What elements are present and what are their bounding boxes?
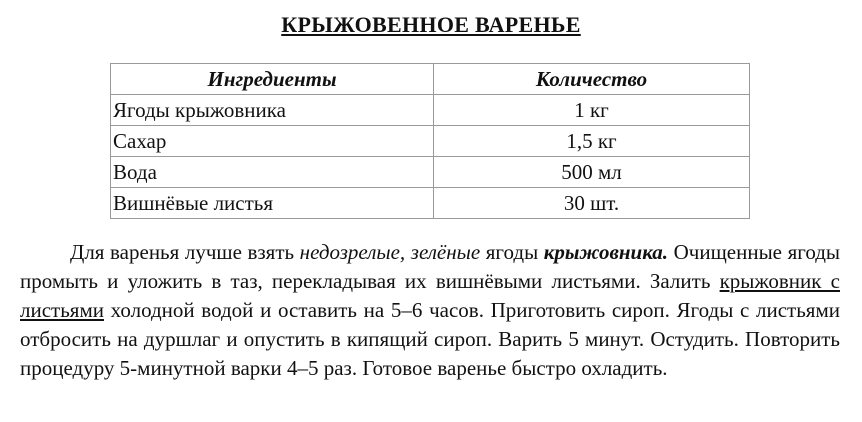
header-ingredients: Ингредиенты bbox=[111, 64, 434, 95]
table-row bbox=[111, 95, 750, 126]
ingredient-quantity: 30 шт. bbox=[434, 188, 750, 219]
table-row bbox=[111, 188, 750, 219]
table-row bbox=[111, 157, 750, 188]
text-part-4: холодной водой и оставить на 5–6 часов. Приготовить сироп. Ягоды с листьями отбросить на дуршлаг и опустить в кипящий сироп. Варить 5 минут. Остудить. Повторить процедуру 5-минутной варки 4–5 раз. Готовое варенье быстро охладить. bbox=[20, 298, 840, 380]
ingredient-name: Ягоды крыжовника bbox=[111, 95, 434, 126]
text-part-2: ягоды bbox=[480, 240, 544, 264]
document-title: КРЫЖОВЕННОЕ ВАРЕНЬЕ bbox=[281, 12, 581, 37]
ingredient-name: Вода bbox=[111, 157, 434, 188]
ingredient-quantity: 1,5 кг bbox=[434, 126, 750, 157]
ingredient-quantity: 1 кг bbox=[434, 95, 750, 126]
ingredient-name: Вишнёвые листья bbox=[111, 188, 434, 219]
text-bold-gooseberry: крыжовника. bbox=[543, 240, 669, 264]
header-quantity: Количество bbox=[434, 64, 750, 95]
table-row bbox=[111, 126, 750, 157]
ingredient-quantity: 500 мл bbox=[434, 157, 750, 188]
table-header-row bbox=[111, 64, 750, 95]
ingredients-table bbox=[110, 63, 750, 219]
recipe-paragraph bbox=[20, 238, 840, 383]
text-part-3: Очищенные ягоды промыть и уложить в таз, перекладывая их вишнёвыми листьями. Залить bbox=[20, 240, 841, 293]
text-underline-gooseberry-leaves: крыжовник с листьями bbox=[20, 269, 840, 322]
ingredient-name: Сахар bbox=[111, 126, 434, 157]
text-part-1: Для варенья лучше взять bbox=[70, 240, 300, 264]
text-italic-unripe: недозрелые, зелёные bbox=[299, 240, 481, 264]
